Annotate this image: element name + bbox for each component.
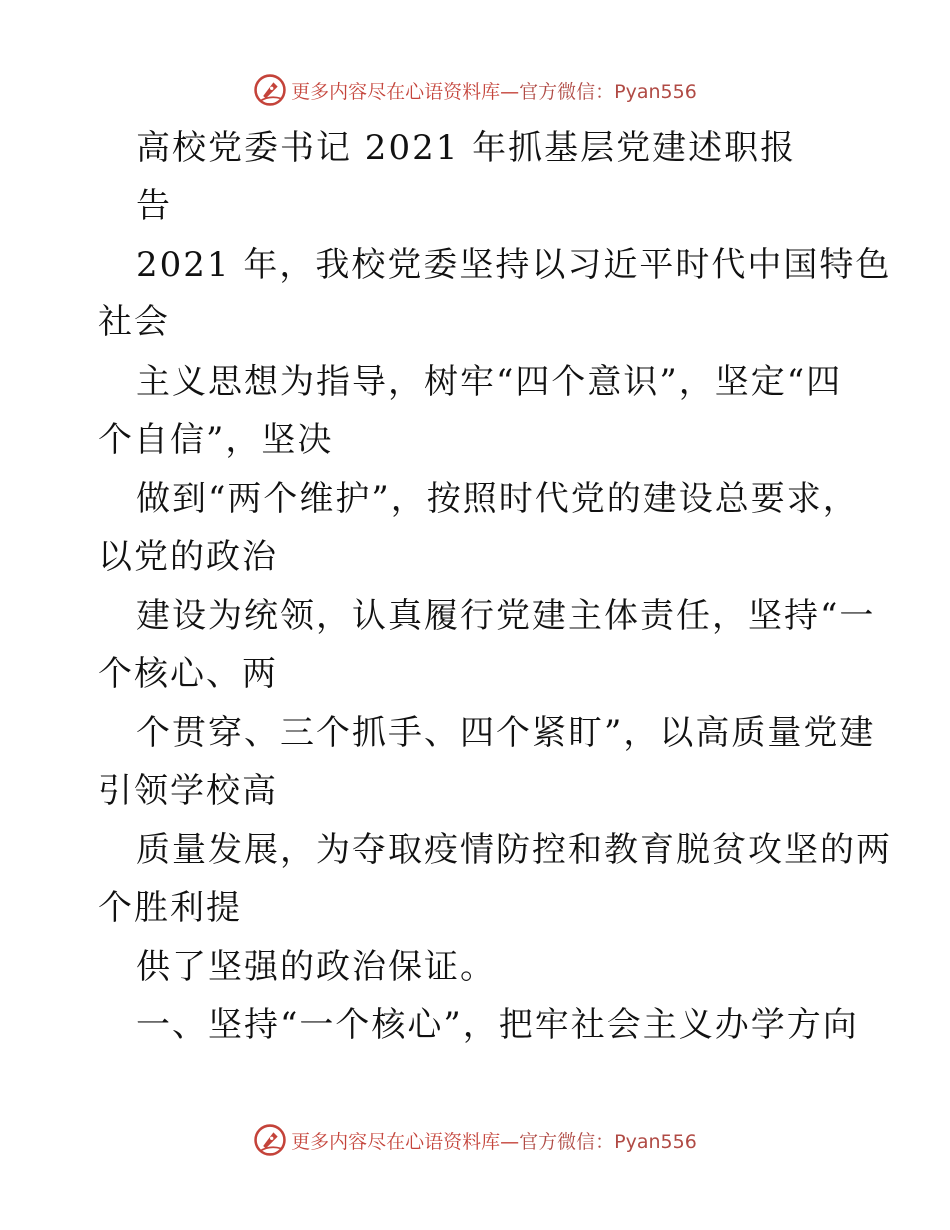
footer-banner xyxy=(0,1120,950,1160)
pen-nib-logo-icon xyxy=(253,1123,287,1157)
body-line: 以党的政治 xyxy=(98,537,278,577)
body-line: 建设为统领，认真履行党建主体责任，坚持“一 xyxy=(136,596,876,636)
body-line: 2021 年，我校党委坚持以习近平时代中国特色 xyxy=(136,245,892,285)
body-line: 主义思想为指导，树牢“四个意识”，坚定“四 xyxy=(136,362,843,402)
body-line: 做到“两个维护”，按照时代党的建设总要求， xyxy=(136,479,859,519)
banner-text: 更多内容尽在心语资料库—官方微信：Pyan556 xyxy=(291,80,697,103)
body-line: 个核心、两 xyxy=(98,654,278,694)
body-line: 引领学校高 xyxy=(98,771,278,811)
body-line: 供了坚强的政治保证。 xyxy=(136,947,496,987)
body-line: 质量发展，为夺取疫情防控和教育脱贫攻坚的两 xyxy=(136,830,892,870)
section-heading: 一、坚持“一个核心”，把牢社会主义办学方向 xyxy=(136,1005,859,1045)
body-line: 社会 xyxy=(98,302,170,342)
header-banner xyxy=(0,70,950,110)
document-title-line-1: 高校党委书记 2021 年抓基层党建述职报 xyxy=(136,128,797,168)
body-line: 个胜利提 xyxy=(98,888,242,928)
pen-nib-logo-icon xyxy=(253,73,287,107)
document-title-line-2: 告 xyxy=(136,186,172,226)
body-line: 个自信”，坚决 xyxy=(98,420,334,460)
banner-text: 更多内容尽在心语资料库—官方微信：Pyan556 xyxy=(291,1130,697,1153)
body-line: 个贯穿、三个抓手、四个紧盯”，以高质量党建 xyxy=(136,713,876,753)
